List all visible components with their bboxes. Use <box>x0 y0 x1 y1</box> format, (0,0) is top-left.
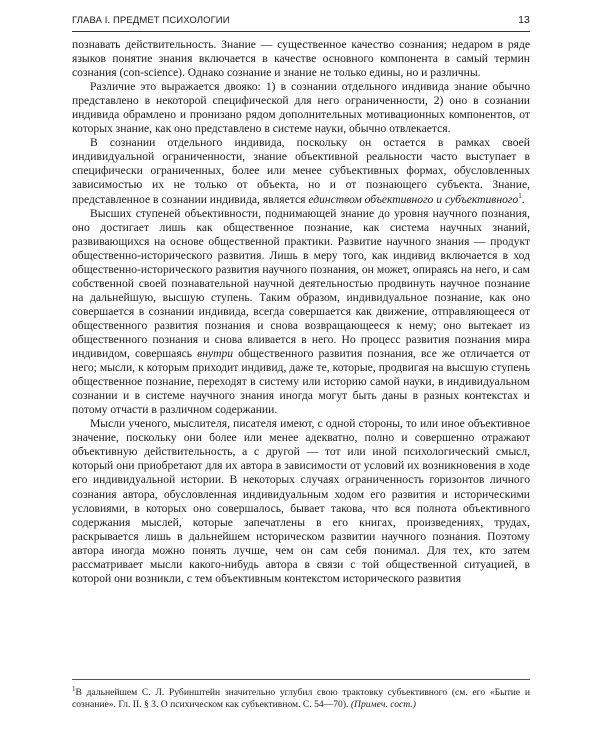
running-header <box>72 14 530 32</box>
paragraph-4-emphasis: внутри <box>197 347 234 361</box>
page-number: 13 <box>518 14 530 26</box>
paragraph-1: познавать действительность. Знание — существенное качество сознания; недаром в ряде языков понятие знания включается в качестве основного компонента в самый термин сознания (con-science). Однако сознание и знание не только едины, но и различны. <box>72 38 530 80</box>
main-text <box>72 38 530 586</box>
paragraph-3-text-b: . <box>521 192 525 206</box>
paragraph-3-emphasis: единством объективного и субъективного <box>308 192 519 206</box>
footnote-text: В дальнейшем С. Л. Рубинштейн значительно углубил свою трактовку субъективного (см. его «Бытие и сознание». Гл. II. § 3. О психическом как субъективном. С. 54—70). <box>72 687 530 711</box>
running-title: ГЛАВА I. ПРЕДМЕТ ПСИХОЛОГИИ <box>72 15 230 26</box>
footnote <box>72 679 530 711</box>
paragraph-3 <box>72 136 530 206</box>
footnote-reference: 1 <box>518 191 522 200</box>
footnote-mark: 1 <box>72 684 76 693</box>
paragraph-5: Мысли ученого, мыслителя, писателя имеют, с одной стороны, то или иное объективное значение, поскольку они более или менее адекватно, полно и совершенно отражают объективную действительность, а с другой — тот или иной психологический смысл, который они приобретают для их автора в зависимости от условий их возникновения в ходе его индивидуальной истории. В некоторых случаях ограниченность горизонтов личного сознания автора, обусловленная индивидуальным ходом его развития и историческими условиями, в которых оно совершалось, бывает такова, что вся полнота объективного содержания мыслей, которые запечатлены в его книгах, произведениях, трудах, раскрывается лишь в дальнейшем историческом развитии научного познания. Поэтому автора иногда можно понять лучше, чем он сам себя понимал. Для тех, кто затем рассматривает мысли какого-нибудь автора в связи с той общественной ситуацией, в которой они возникли, с тем объективным контекстом исторического развития <box>72 417 530 585</box>
paragraph-4 <box>72 207 530 418</box>
paragraph-4-text-b: общественного развития познания, все же отличается от него; мысли, к которым приходит индивид, даже те, которые, продвигая на высшую ступень общественное познание, переходят в систему или историю самой науки, в индивидуальном сознании и в системе научного знания иногда могут быть даны в разных контекстах и потому отчасти в различном содержании. <box>72 347 530 417</box>
paragraph-2: Различие это выражается двояко: 1) в сознании отдельного индивида знание обычно представлено в некоторой специфической для него ограниченности, 2) оно в сознании индивида обрамлено и пронизано рядом дополнительных мотивационных компонентов, от которых знание, как оно представлено в системе науки, обычно отвлекается. <box>72 80 530 136</box>
paragraph-3-text-a: В сознании отдельного индивида, поскольку он остается в рамках своей индивидуальной ограниченности, знание объективной реальности часто выступает в специфически ограниченных, более или менее субъективных формах, обусловленных зависимостью их не только от объекта, но и от познающего субъекта. Знание, представленное в сознании индивида, является <box>72 136 530 206</box>
paragraph-4-text-a: Высших ступеней объективности, поднимающей знание до уровня научного познания, оно достигает лишь как общественное познание, как система научных знаний, развивающихся на основе общественной практики. Развитие научного знания — продукт общественно-исторического развития. Лишь в меру того, как индивид включается в ход общественно-исторического развития научного познания, он может, опираясь на него, и сам собственной своей познавательной научной деятельностью продвинуть научное познание на дальнейшую, высшую ступень. Таким образом, индивидуальное познание, как оно совершается в сознании индивида, всегда совершается как движение, отправляющееся от общественного развития познания и снова возвращающееся к нему; оно вытекает из общественного познания и снова вливается в него. Но процесс развития познания мира индивидом, совершаясь <box>72 206 530 361</box>
footnote-note: (Примеч. сост.) <box>350 699 416 711</box>
